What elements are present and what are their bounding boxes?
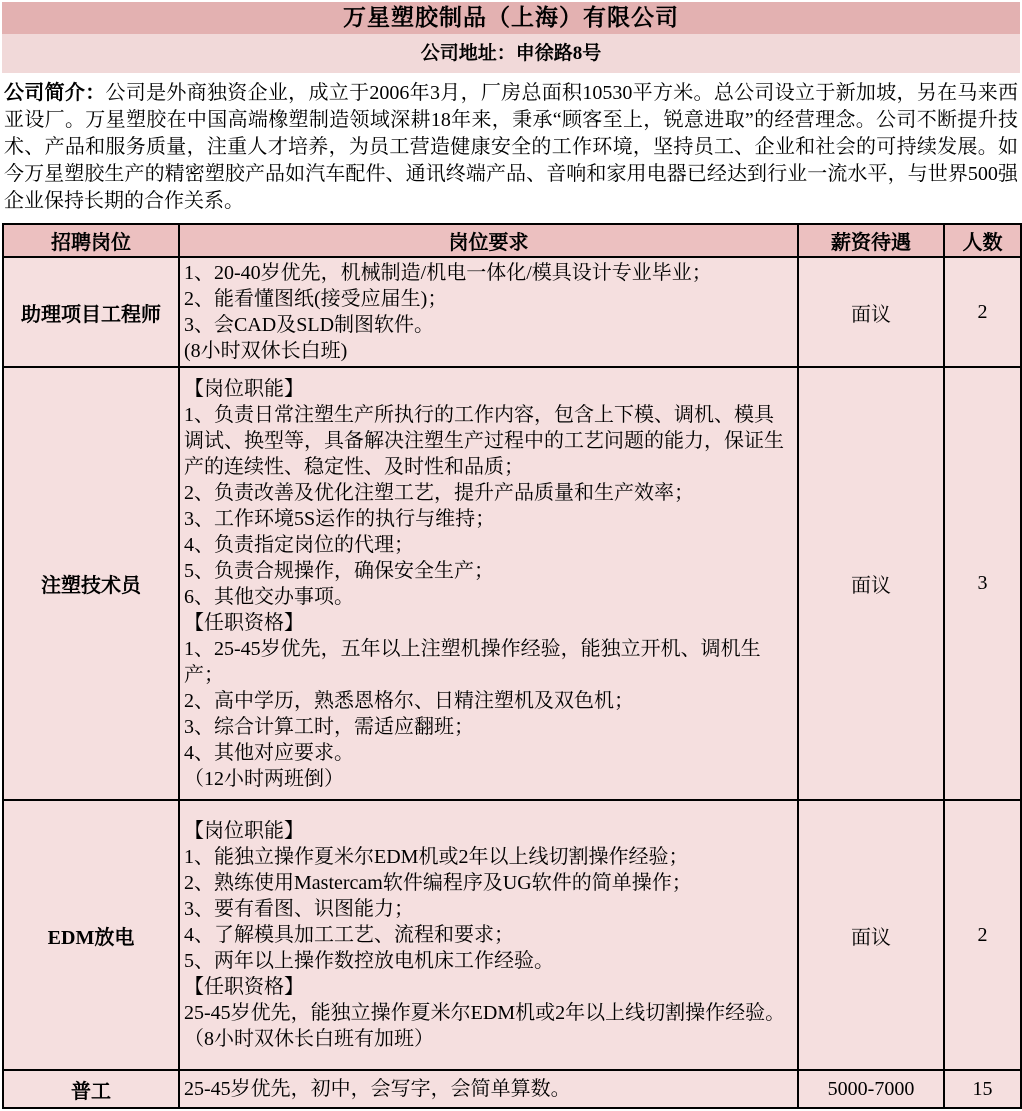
job-headcount-cell: 2	[944, 257, 1021, 367]
job-salary-cell: 面议	[798, 800, 944, 1070]
requirement-line: 2、负责改善及优化注塑工艺，提升产品质量和生产效率；	[184, 481, 694, 504]
job-headcount-cell: 2	[944, 800, 1021, 1070]
intro-label: 公司简介：	[4, 82, 106, 104]
requirement-line: 【任职资格】	[184, 611, 304, 634]
job-requirements-cell	[179, 257, 798, 367]
job-position-cell: 助理项目工程师	[3, 257, 179, 367]
requirement-line: 3、会CAD及SLD制图软件。	[184, 314, 435, 336]
job-salary-cell: 面议	[798, 257, 944, 367]
job-row	[3, 1070, 1021, 1108]
job-position-cell: EDM放电	[3, 800, 179, 1070]
requirement-line: 5、负责合规操作，确保安全生产；	[184, 559, 494, 582]
requirement-line: （8小时双休长白班有加班）	[184, 1028, 434, 1050]
job-position-cell: 普工	[3, 1070, 179, 1108]
job-headcount-cell: 15	[944, 1070, 1021, 1108]
requirement-line: 1、负责日常注塑生产所执行的工作内容，包含上下模、调机、模具调试、换型等，具备解决注塑生产过程中的工艺问题的能力，保证生产的连续性、稳定性、及时性和品质；	[184, 403, 784, 478]
job-requirements-cell	[179, 367, 798, 800]
requirement-line: 【任职资格】	[184, 976, 304, 998]
requirement-line: 【岗位职能】	[184, 377, 304, 400]
requirement-line: 25-45岁优先，初中，会写字，会简单算数。	[184, 1078, 571, 1100]
requirement-line: 5、两年以上操作数控放电机床工作经验。	[184, 950, 554, 972]
company-intro	[2, 73, 1020, 223]
requirement-line: 2、高中学历，熟悉恩格尔、日精注塑机及双色机；	[184, 689, 634, 712]
table-header-row	[3, 224, 1021, 257]
requirement-line: 4、其他对应要求。	[184, 741, 354, 764]
job-row	[3, 800, 1021, 1070]
requirement-line: 3、综合计算工时，需适应翻班；	[184, 715, 474, 738]
requirement-line: 4、负责指定岗位的代理；	[184, 533, 414, 556]
requirement-line: 【岗位职能】	[184, 820, 304, 842]
requirement-line: 4、了解模具加工工艺、流程和要求；	[184, 924, 514, 946]
job-salary-cell: 5000-7000	[798, 1070, 944, 1108]
job-headcount-cell: 3	[944, 367, 1021, 800]
intro-text: 公司是外商独资企业，成立于2006年3月，厂房总面积10530平方米。总公司设立于新加坡，另在马来西亚设厂。万星塑胶在中国高端橡塑制造领域深耕18年来，秉承“顾客至上，锐意进取”的经营理念。公司不断提升技术、产品和服务质量，注重人才培养，为员工营造健康安全的工作环境，坚持员工、企业和社会的可持续发展。如今万星塑胶生产的精密塑胶产品如汽车配件、通讯终端产品、音响和家用电器已经达到行业一流水平，与世界500强企业保持长期的合作关系。	[4, 82, 1019, 212]
job-position-cell: 注塑技术员	[3, 367, 179, 800]
column-header-3: 薪资待遇	[798, 224, 944, 257]
requirement-line: 1、20-40岁优先，机械制造/机电一体化/模具设计专业毕业；	[184, 262, 712, 284]
requirement-line: 2、熟练使用Mastercam软件编程序及UG软件的简单操作；	[184, 872, 692, 894]
requirement-line: 25-45岁优先，能独立操作夏米尔EDM机或2年以上线切割操作经验。	[184, 1002, 786, 1024]
column-header-1: 招聘岗位	[3, 224, 179, 257]
requirement-line: (8小时双休长白班)	[184, 340, 348, 362]
requirement-line: （12小时两班倒）	[184, 767, 344, 790]
job-row	[3, 367, 1021, 800]
job-requirements-cell	[179, 1070, 798, 1108]
recruitment-table	[2, 223, 1022, 1109]
company-name-title: 万星塑胶制品（上海）有限公司	[2, 2, 1020, 34]
column-header-4: 人数	[944, 224, 1021, 257]
requirement-line: 1、25-45岁优先，五年以上注塑机操作经验，能独立开机、调机生产；	[184, 637, 761, 686]
job-salary-cell: 面议	[798, 367, 944, 800]
requirement-line: 3、要有看图、识图能力；	[184, 898, 414, 920]
requirement-line: 2、能看懂图纸(接受应届生)；	[184, 288, 448, 310]
requirement-line: 3、工作环境5S运作的执行与维持；	[184, 507, 496, 530]
job-row	[3, 257, 1021, 367]
company-address: 公司地址：申徐路8号	[2, 34, 1020, 73]
requirement-line: 6、其他交办事项。	[184, 585, 354, 608]
column-header-2: 岗位要求	[179, 224, 798, 257]
job-requirements-cell	[179, 800, 798, 1070]
requirement-line: 1、能独立操作夏米尔EDM机或2年以上线切割操作经验；	[184, 846, 689, 868]
